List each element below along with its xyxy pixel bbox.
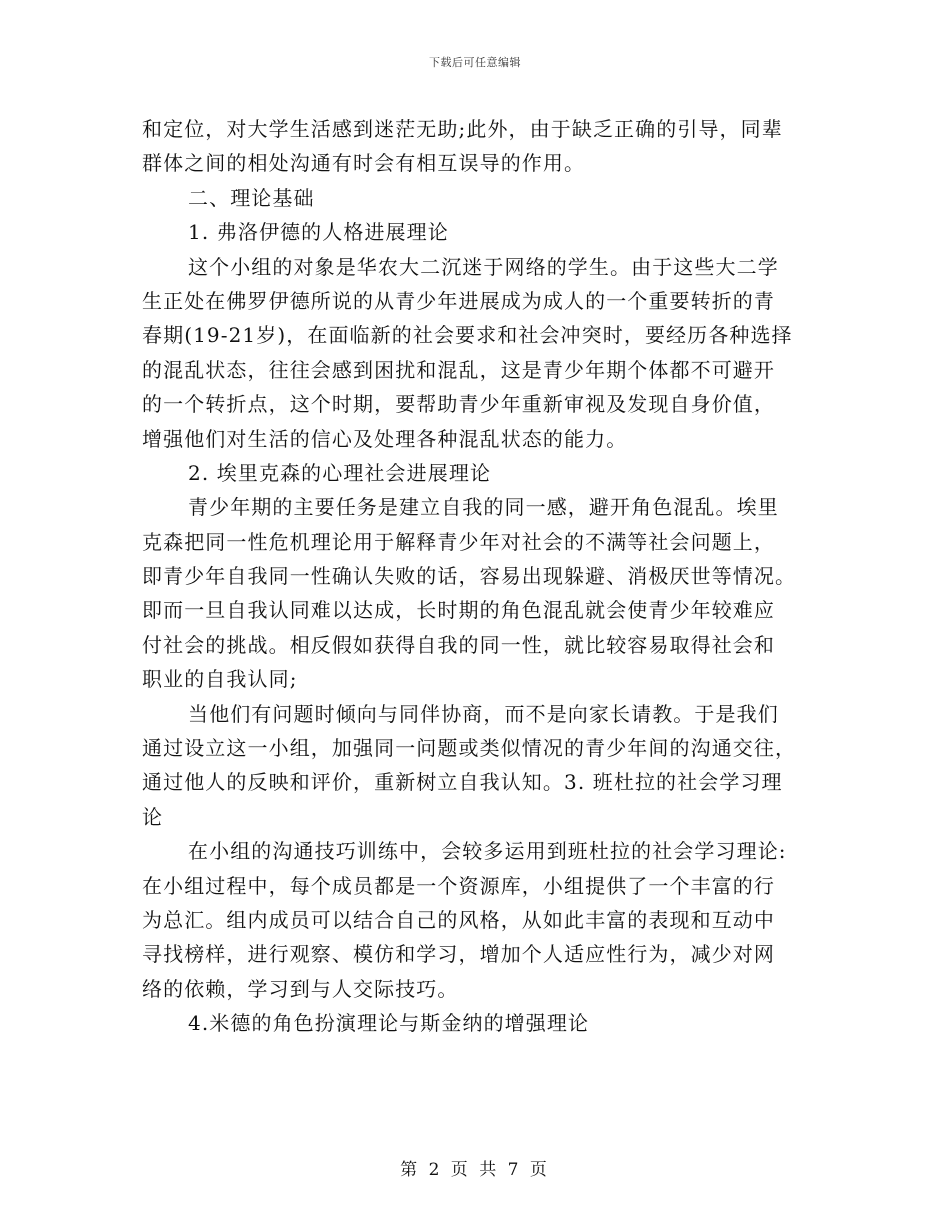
- text-line: 春期(19-21岁)，在面临新的社会要求和社会冲突时，要经历各种选择: [142, 323, 793, 348]
- text-line: 职业的自我认同;: [142, 667, 298, 692]
- text-line: 论: [142, 804, 164, 829]
- text-line: 为总汇。组内成员可以结合自己的风格，从如此丰富的表现和互动中: [142, 907, 775, 932]
- text-line: 即青少年自我同一性确认失败的话，容易出现躲避、消极厌世等情况。: [142, 564, 797, 589]
- text-line: 付社会的挑战。相反假如获得自我的同一性，就比较容易取得社会和: [142, 632, 775, 657]
- subsection-heading: 1. 弗洛伊德的人格进展理论: [188, 220, 449, 245]
- subsection-heading: 2. 埃里克森的心理社会进展理论: [188, 460, 492, 485]
- text-line: 和定位，对大学生活感到迷茫无助;此外，由于缺乏正确的引导，同辈: [142, 117, 783, 141]
- subsection-heading: 4.米德的角色扮演理论与斯金纳的增强理论: [188, 1011, 590, 1036]
- text-line: 寻找榜样，进行观察、模仿和学习，增加个人适应性行为，减少对网: [142, 942, 775, 967]
- text-line: 群体之间的相处沟通有时会有相互误导的作用。: [142, 151, 586, 176]
- text-line: 当他们有问题时倾向与同伴协商，而不是向家长请教。于是我们: [188, 701, 779, 726]
- section-heading: 二、理论基础: [188, 185, 315, 210]
- text-line: 增强他们对生活的信心及处理各种混乱状态的能力。: [142, 426, 628, 451]
- document-body: [142, 112, 802, 1041]
- text-line: 的一个转折点，这个时期，要帮助青少年重新审视及发现自身价值，: [142, 392, 775, 417]
- text-line: 这个小组的对象是华农大二沉迷于网络的学生。由于这些大二学: [188, 254, 779, 279]
- text-line: 在小组的沟通技巧训练中，会较多运用到班杜拉的社会学习理论:: [188, 839, 787, 864]
- text-line: 即而一旦自我认同难以达成，长时期的角色混乱就会使青少年较难应: [142, 598, 775, 623]
- text-line: 络的依赖，学习到与人交际技巧。: [142, 976, 459, 1001]
- text-line: 通过他人的反映和评价，重新树立自我认知。3. 班杜拉的社会学习理: [142, 770, 783, 795]
- text-line: 的混乱状态，往往会感到困扰和混乱，这是青少年期个体都不可避开: [142, 357, 775, 382]
- text-line: 克森把同一性危机理论用于解释青少年对社会的不满等社会问题上，: [142, 529, 775, 554]
- page-number-footer: 第 2 页 共 7 页: [400, 1160, 550, 1180]
- text-line: 通过设立这一小组，加强同一问题或类似情况的青少年间的沟通交往，: [142, 736, 797, 761]
- page-header: 下载后可任意编辑: [429, 56, 521, 69]
- text-line: 青少年期的主要任务是建立自我的同一感，避开角色混乱。埃里: [188, 495, 779, 520]
- text-line: 生正处在佛罗伊德所说的从青少年进展成为成人的一个重要转折的青: [142, 288, 775, 313]
- text-line: 在小组过程中，每个成员都是一个资源库，小组提供了一个丰富的行: [142, 873, 775, 898]
